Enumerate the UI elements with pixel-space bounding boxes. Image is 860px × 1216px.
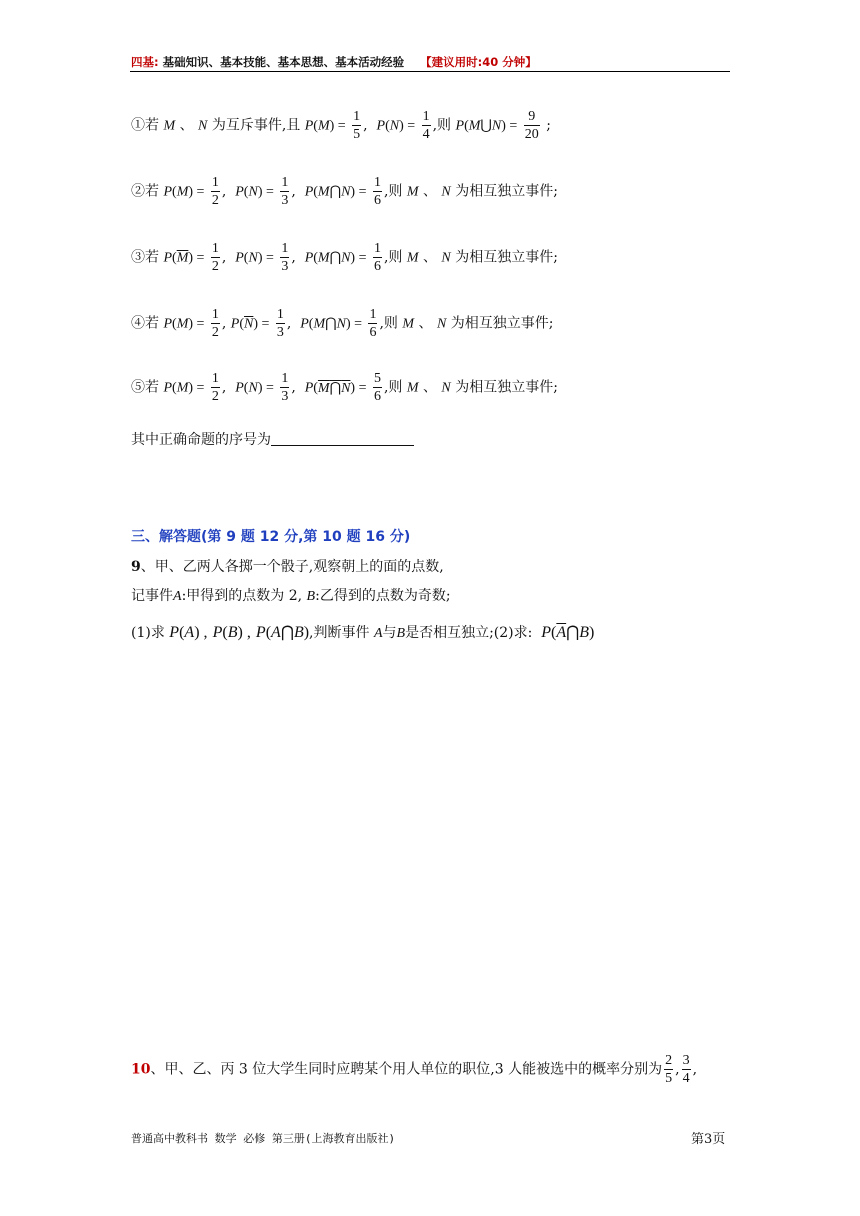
item-conclusion: 为相互独立事件;: [450, 315, 554, 332]
item-number: ③若: [131, 249, 159, 266]
answer-blank[interactable]: [271, 431, 414, 446]
proposition-5: ⑤若 P(M) = $\frac{1}{2}$ , P(N) = $\frac{1}{3}$ , P(M⋂N) = $\frac{5}{6}$ ,则 M 、 N 为相互独立事件;: [131, 371, 558, 404]
item-conclusion: 为相互独立事件;: [455, 379, 558, 396]
header-divider: [130, 71, 730, 72]
header-topics: 基础知识、基本技能、基本思想、基本活动经验: [162, 55, 405, 69]
footer-page-number: 第3页: [691, 1132, 726, 1147]
item-conclusion: 为相互独立事件;: [455, 183, 558, 200]
fraction: $\frac{1}{5}$: [353, 109, 361, 142]
fraction: $\frac{1}{4}$: [422, 109, 430, 142]
proposition-1: ①若 M 、 N 为互斥事件,且 P(M) = $\frac{1}{5}$ , P(N) = $\frac{1}{4}$ ,则 P(M⋃N) = $\frac{9}{20}$ ;: [131, 109, 551, 142]
header-prefix: 四基:: [131, 55, 159, 69]
item-conclusion: 为相互独立事件;: [455, 249, 558, 266]
item-number: ④若: [131, 315, 159, 332]
question-9-line-2: 记事件A:甲得到的点数为 2, B:乙得到的点数为奇数;: [131, 588, 451, 604]
question-9-line-1: 9、甲、乙两人各掷一个骰子,观察朝上的面的点数,: [131, 559, 444, 575]
question-number: 9: [131, 559, 141, 575]
question-9-line-3: (1)求 P(A) , P(B) , P(A⋂B),判断事件 A与B是否相互独立;(2)求: $P(\overline{A}⋂B)$: [131, 624, 595, 641]
item-text: 为互斥事件,且: [211, 117, 301, 134]
answer-prompt: 其中正确命题的序号为: [131, 430, 414, 450]
item-number: ①若: [131, 117, 159, 134]
header-time-hint: 【建议用时:40 分钟】: [420, 55, 537, 69]
question-number: 10: [131, 1061, 151, 1078]
item-number: ②若: [131, 183, 159, 200]
question-10: 10、甲、乙、丙 3 位大学生同时应聘某个用人单位的职位,3 人能被选中的概率分别为 $\frac{2}{5}$ , $\frac{3}{4}$ ,: [131, 1053, 698, 1086]
section-heading: 三、解答题(第 9 题 12 分,第 10 题 16 分): [131, 529, 411, 545]
page-header: [131, 54, 537, 70]
item-number: ⑤若: [131, 379, 159, 396]
result-fraction: $\frac{9}{20}$: [524, 109, 539, 142]
proposition-2: ②若 P(M) = $\frac{1}{2}$ , P(N) = $\frac{1}{3}$ , P(M⋂N) = $\frac{1}{6}$ ,则 M 、 N 为相互独立事件;: [131, 175, 558, 208]
proposition-4: ④若 P(M) = $\frac{1}{2}$ , $P(\overline{N})$ = $\frac{1}{3}$ , P(M⋂N) = $\frac{1}{6}$ ,则 M 、 N 为相互独立事件;: [131, 307, 554, 340]
proposition-3: ③若 $P(\overline{M})$ = $\frac{1}{2}$ , P(N) = $\frac{1}{3}$ , P(M⋂N) = $\frac{1}{6}$ ,则 M 、 N 为相互独立事件;: [131, 241, 558, 274]
footer-book-title: 普通高中教科书 数学 必修 第三册(上海教育出版社): [131, 1132, 396, 1145]
